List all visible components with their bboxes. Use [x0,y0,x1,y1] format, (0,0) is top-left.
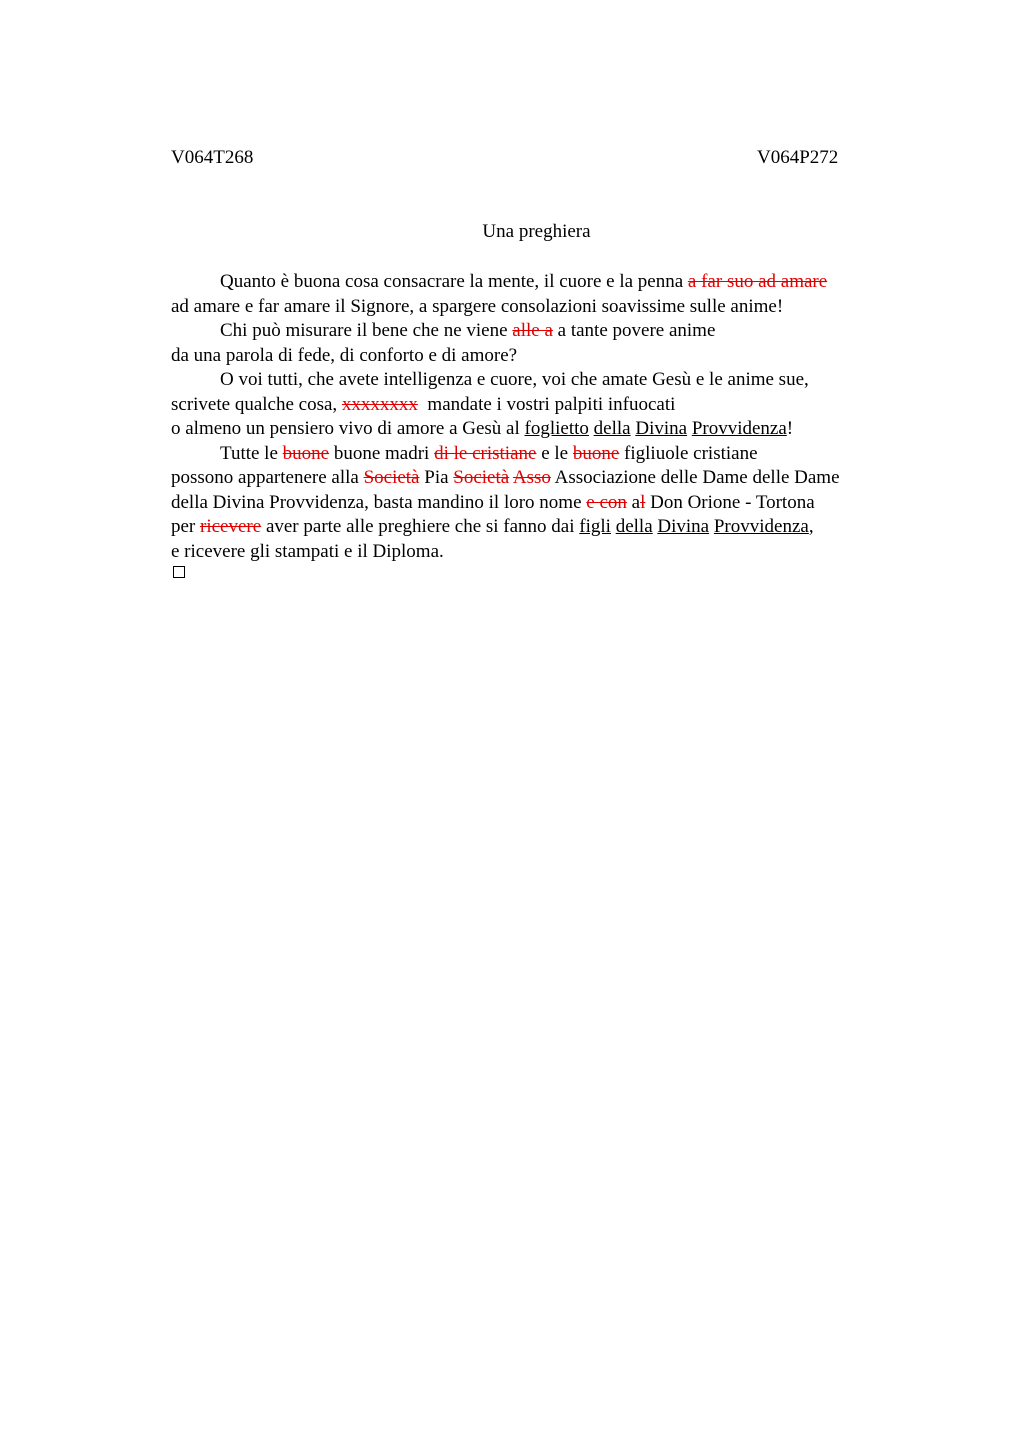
text-segment: Chi può misurare il bene che ne viene [220,320,513,341]
text-line [171,417,931,442]
text-segment: O voi tutti, che avete intelligenza e cuore, voi che amate Gesù e le anime sue, [220,369,809,390]
deleted-text: xxxxxxxx [341,393,418,415]
text-line [171,491,931,516]
underlined-text: Provvidenza [713,516,809,537]
text-segment: ! [786,418,794,439]
end-of-text-box-icon [173,566,185,578]
text-segment: aver parte alle preghiere che si fanno dai [261,516,580,537]
text-segment: Pia [419,467,454,488]
text-segment: a tante povere anime [552,320,716,341]
text-line [171,319,931,344]
deleted-text: di le cristiane [434,442,537,464]
text-segment: figliuole cristiane [619,442,758,464]
text-line [171,368,931,393]
underlined-text: figli [579,516,611,537]
text-line [171,295,931,320]
text-line [171,270,931,295]
text-segment: possono appartenere alla [171,467,364,488]
deleted-text: buone [572,442,620,464]
text-segment: scrivete qualche cosa, [171,393,342,415]
deleted-text: ricevere [200,516,262,537]
deleted-text: a far suo ad amare [687,271,828,292]
text-line [171,466,931,491]
deleted-text: alle a [512,320,553,341]
text-line [171,393,931,418]
text-line [171,442,931,467]
deleted-text: l [640,491,646,513]
text-segment: , [808,516,814,537]
text-segment: Quanto è buona cosa consacrare la mente, il cuore e la penna [220,271,688,292]
text-segment: buone madri [329,442,435,464]
text-segment: a [626,491,641,513]
underlined-text: foglietto [524,418,589,439]
deleted-text: Società [453,467,510,488]
document-body [171,270,931,564]
document-code-right: V064P272 [757,147,839,168]
underlined-text: della [615,516,653,537]
text-segment: e le [536,442,573,464]
underlined-text: Provvidenza [691,418,787,439]
text-segment: mandate i vostri palpiti infuocati [417,393,676,415]
text-line [171,515,931,540]
underlined-text: della [593,418,631,439]
text-segment: da una parola di fede, di conforto e di amore? [171,344,518,366]
text-line [171,344,931,369]
document-code-left: V064T268 [171,147,254,168]
text-segment: Associazione delle Dame delle Dame [550,467,840,488]
deleted-text: Asso [512,467,551,488]
underlined-text: Divina [635,418,688,439]
deleted-text: Società [363,467,420,488]
text-segment: della Divina Provvidenza, basta mandino il loro nome [171,491,587,513]
text-segment: o almeno un pensiero vivo di amore a Gesù al [171,418,525,439]
text-segment: ad amare e far amare il Signore, a spargere consolazioni soavissime sulle anime! [171,295,784,317]
text-segment: per [171,516,201,537]
text-segment: Don Orione - Tortona [645,491,815,513]
document-title: Una preghiera [482,221,591,242]
deleted-text: buone [282,442,330,464]
text-segment: Tutte le [220,442,283,464]
text-segment: e ricevere gli stampati e il Diploma. [171,540,444,562]
text-line [171,540,931,565]
underlined-text: Divina [657,516,710,537]
deleted-text: e con [586,491,627,513]
